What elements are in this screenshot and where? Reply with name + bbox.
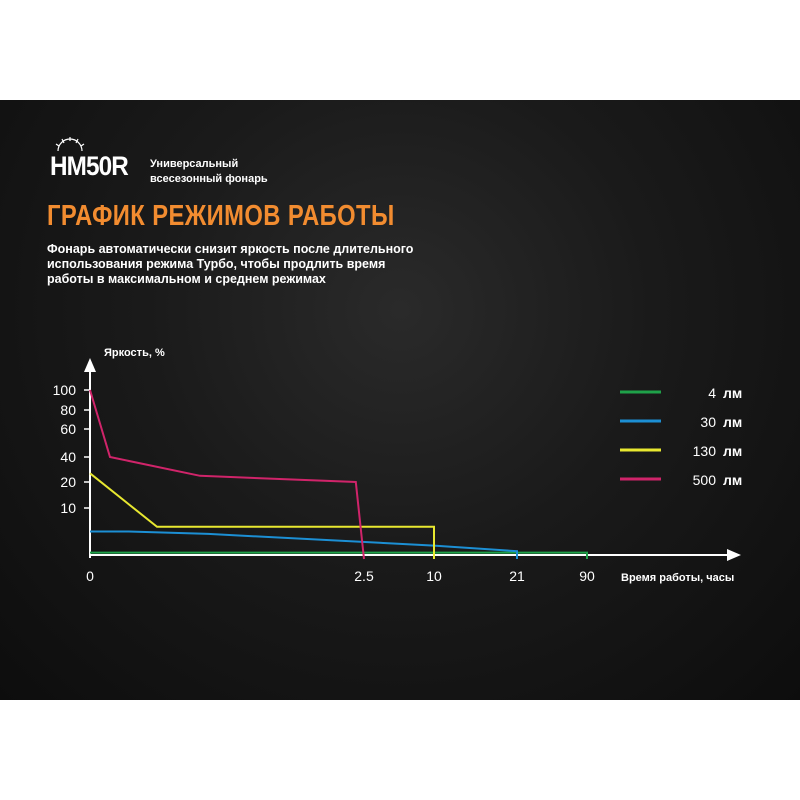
description-line-1: Фонарь автоматически снизит яркость после длительного [47, 242, 414, 256]
x-axis-label: Время работы, часы [621, 572, 735, 584]
legend-unit: лм [723, 414, 743, 430]
y-tick-label: 100 [52, 382, 76, 398]
legend-value: 130 [692, 443, 716, 459]
legend-unit: лм [723, 385, 743, 401]
y-tick-label: 20 [60, 474, 76, 490]
legend-value: 30 [700, 414, 716, 430]
y-tick-label: 10 [60, 500, 76, 516]
model-logo: HM50R [50, 151, 128, 181]
legend-value: 4 [708, 385, 716, 401]
description-line-3: работы в максимальном и среднем режимах [47, 272, 326, 286]
x-tick-label: 10 [426, 568, 442, 584]
y-tick-label: 40 [60, 449, 76, 465]
page-title: ГРАФИК РЕЖИМОВ РАБОТЫ [47, 200, 395, 232]
y-tick-label: 60 [60, 421, 76, 437]
legend-value: 500 [692, 472, 716, 488]
x-tick-label: 2.5 [354, 568, 374, 584]
x-tick-label: 90 [579, 568, 595, 584]
infographic-panel [0, 100, 800, 700]
x-tick-label: 21 [509, 568, 525, 584]
y-axis-arrow [84, 358, 96, 372]
description-line-2: использования режима Турбо, чтобы продлить время [47, 257, 386, 271]
x-axis-arrow [727, 549, 741, 561]
tagline-line-1: Универсальный [150, 158, 239, 170]
legend-unit: лм [723, 443, 743, 459]
tagline-line-2: всесезонный фонарь [150, 173, 268, 185]
runtime-chart [0, 100, 800, 700]
y-tick-label: 80 [60, 402, 76, 418]
y-axis-label: Яркость, % [104, 347, 165, 359]
series-line-500-lm [90, 390, 364, 559]
legend-unit: лм [723, 472, 743, 488]
series-line-130-lm [90, 473, 434, 559]
x-tick-label: 0 [86, 568, 94, 584]
